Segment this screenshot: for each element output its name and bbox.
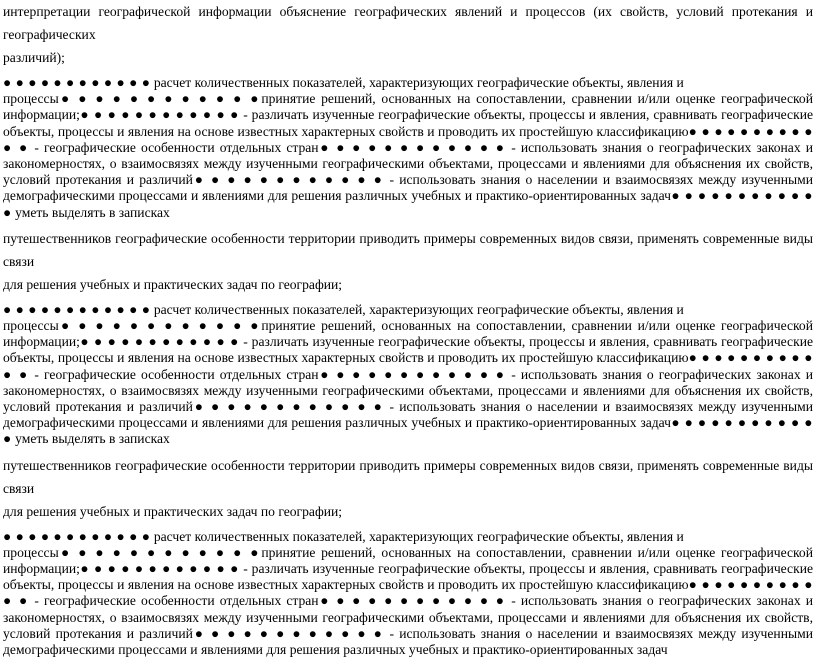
processes-text: процессы bbox=[3, 544, 59, 560]
intro-line-2: различий); bbox=[3, 50, 65, 65]
notes-text: уметь выделять в записках bbox=[11, 431, 170, 447]
population-text: - использовать знания о населении и взаимосвязях между изученными демографическими процессами и явлениями для решения различных учебных и практико-ориентированных задач bbox=[3, 172, 813, 204]
decision-text: принятие решений, основанных на сопоставлении, сравнении и/или оценке географической информации; bbox=[3, 544, 813, 577]
lead-text: расчет количественных показателей, характеризующих географические объекты, явления и bbox=[150, 75, 684, 90]
laws-text: - использовать знания о географических законах и закономерностях, о взаимосвязях между изученными географическими объектами, процессами и явлениями для объяснения их свойств, условий протекания и различий bbox=[3, 366, 813, 415]
decision-text: принятие решений, основанных на сопоставлении, сравнении и/или оценке географической информации; bbox=[3, 318, 813, 350]
bullet-dots: ● ● ● ● ● ● ● ● ● ● ● ● bbox=[318, 593, 507, 609]
processes-text: процессы bbox=[3, 318, 59, 334]
lead-text: расчет количественных показателей, характеризующих географические объекты, явления и bbox=[150, 528, 684, 544]
decision-text: принятие решений, основанных на сопоставлении, сравнении и/или оценке географической информации; bbox=[3, 91, 813, 123]
bullet-dots: ● ● ● ● ● ● ● ● ● ● ● ● bbox=[3, 188, 813, 220]
bridge-paragraph-2 bbox=[3, 454, 813, 523]
processes-text: процессы bbox=[3, 91, 59, 107]
intro-line-1: интерпретации географической информации объяснение географических явлений и процессов (их свойств, условий протекания и географических bbox=[3, 4, 813, 42]
skills-block-2 bbox=[3, 302, 813, 448]
bullet-dots: ● ● ● ● ● ● ● ● ● ● ● ● bbox=[3, 75, 151, 90]
intro-paragraph bbox=[3, 0, 813, 69]
bridge-line-2: для решения учебных и практических задач по географии; bbox=[3, 276, 343, 292]
skills-block-3 bbox=[3, 529, 813, 658]
bullet-dots: ● ● ● ● ● ● ● ● ● ● ● ● bbox=[3, 301, 151, 317]
bullet-dots: ● ● ● ● ● ● ● ● ● ● ● ● bbox=[3, 528, 151, 544]
bullet-dots: ● ● ● ● ● ● ● ● ● ● ● ● bbox=[318, 366, 507, 382]
bullet-dots: ● ● ● ● ● ● ● ● ● ● ● ● bbox=[192, 172, 385, 188]
bullet-dots: ● ● ● ● ● ● ● ● ● ● ● ● bbox=[318, 139, 507, 155]
bridge-line-2: для решения учебных и практических задач по географии; bbox=[3, 503, 343, 519]
bridge-line-1: путешественников географические особенности территории приводить примеры современных видов связи, применять современные виды связи bbox=[3, 230, 813, 269]
notes-text: уметь выделять в записках bbox=[11, 204, 170, 220]
countries-text: - географические особенности отдельных стран bbox=[29, 139, 319, 155]
laws-text: - использовать знания о географических законах и закономерностях, о взаимосвязях между изученными географическими объектами, процессами и явлениями для объяснения их свойств, условий протекания и различий bbox=[3, 139, 813, 188]
laws-text: - использовать знания о географических законах и закономерностях, о взаимосвязях между изученными географическими объектами, процессами и явлениями для объяснения их свойств, условий протекания и различий bbox=[3, 593, 813, 641]
bullet-dots: ● ● ● ● ● ● ● ● ● ● ● ● bbox=[3, 123, 813, 155]
countries-text: - географические особенности отдельных стран bbox=[29, 593, 319, 609]
bridge-paragraph-1 bbox=[3, 227, 813, 296]
skills-block-1 bbox=[3, 75, 813, 221]
bridge-line-1: путешественников географические особенности территории приводить примеры современных видов связи, применять современные виды связи bbox=[3, 457, 813, 496]
bullet-dots: ● ● ● ● ● ● ● ● ● ● ● ● bbox=[58, 318, 262, 334]
lead-text: расчет количественных показателей, характеризующих географические объекты, явления и bbox=[150, 301, 684, 317]
document-page bbox=[3, 0, 813, 658]
classify-text: - различать изученные географические объекты, процессы и явления, сравнивать географические объекты, процессы и явления на основе известных характерных свойств и проводить их простейшую классификацию bbox=[3, 334, 813, 366]
bullet-dots: ● ● ● ● ● ● ● ● ● ● ● ● bbox=[192, 625, 385, 641]
bullet-dots: ● ● ● ● ● ● ● ● ● ● ● ● bbox=[192, 399, 385, 415]
bullet-dots: ● ● ● ● ● ● ● ● ● ● ● ● bbox=[58, 91, 262, 107]
population-text: - использовать знания о населении и взаимосвязях между изученными демографическими процессами и явлениями для решения различных учебных и практико-ориентированных задач bbox=[3, 399, 813, 431]
bullet-dots: ● ● ● ● ● ● ● ● ● ● ● ● bbox=[3, 415, 813, 447]
bullet-dots: ● ● ● ● ● ● ● ● ● ● ● ● bbox=[79, 334, 240, 350]
bullet-dots: ● ● ● ● ● ● ● ● ● ● ● ● bbox=[79, 561, 240, 577]
population-text: - использовать знания о населении и взаимосвязях между изученными демографическими процессами и явлениями для решения различных учебных и практико-ориентированных задач bbox=[3, 625, 813, 658]
countries-text: - географические особенности отдельных стран bbox=[29, 366, 319, 382]
bullet-dots: ● ● ● ● ● ● ● ● ● ● ● ● bbox=[79, 107, 240, 123]
bullet-dots: ● ● ● ● ● ● ● ● ● ● ● ● bbox=[3, 350, 813, 382]
classify-text: - различать изученные географические объекты, процессы и явления, сравнивать географические объекты, процессы и явления на основе известных характерных свойств и проводить их простейшую классификацию bbox=[3, 107, 813, 139]
bullet-dots: ● ● ● ● ● ● ● ● ● ● ● ● bbox=[3, 577, 813, 609]
bullet-dots: ● ● ● ● ● ● ● ● ● ● ● ● bbox=[58, 544, 262, 560]
classify-text: - различать изученные географические объекты, процессы и явления, сравнивать географические объекты, процессы и явления на основе известных характерных свойств и проводить их простейшую классификацию bbox=[3, 561, 813, 593]
